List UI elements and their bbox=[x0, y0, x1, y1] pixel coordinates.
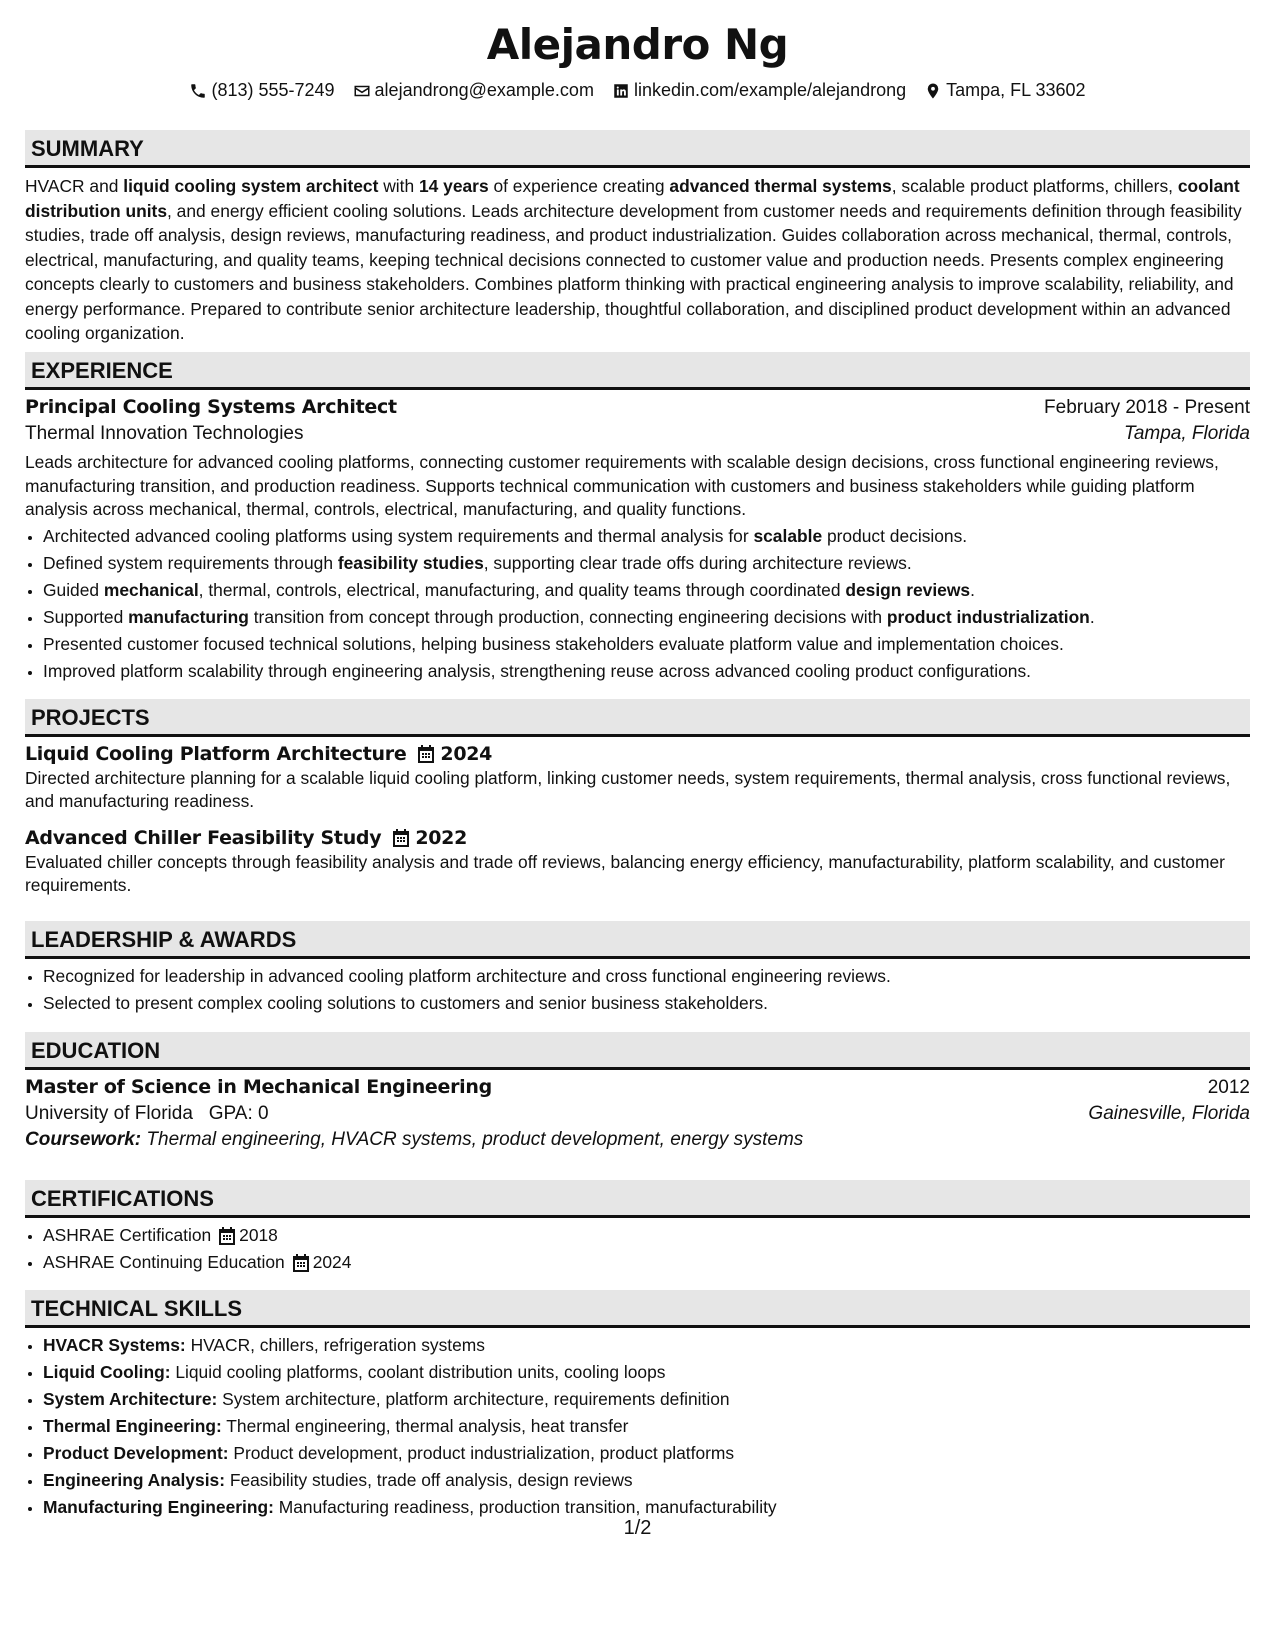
bullet-item bbox=[43, 523, 1250, 550]
certifications-section bbox=[25, 1180, 1250, 1276]
job-header bbox=[25, 396, 1250, 419]
coursework bbox=[25, 1129, 1250, 1151]
bold-text: scalable bbox=[753, 525, 823, 546]
calendar-icon bbox=[418, 745, 434, 763]
education-header bbox=[25, 1076, 1250, 1099]
skill-value: HVACR, chillers, refrigeration systems bbox=[190, 1335, 485, 1355]
degree: Master of Science in Mechanical Engineering bbox=[25, 1076, 492, 1098]
project-title-row bbox=[25, 743, 1250, 765]
bold-text: product industrialization bbox=[886, 606, 1090, 627]
certifications-list bbox=[25, 1222, 1250, 1276]
calendar-icon bbox=[393, 829, 409, 847]
skill-item bbox=[43, 1467, 1250, 1494]
text-run: Architected advanced cooling platforms using system requirements and thermal analysis for bbox=[43, 525, 754, 546]
calendar-icon bbox=[293, 1254, 309, 1272]
skill-value: Thermal engineering, thermal analysis, heat transfer bbox=[226, 1416, 629, 1436]
bold-text: coolant distribution units bbox=[25, 176, 1240, 221]
skill-value: System architecture, platform architecture, requirements definition bbox=[222, 1389, 730, 1409]
contact-location bbox=[924, 80, 1085, 101]
experience-section bbox=[25, 352, 1250, 685]
text-run: , and energy efficient cooling solutions. Leads architecture development from customer needs and requirements definition through feasibility studies, trade off analysis, design reviews, manufacturing readiness, and product industrialization. Guides collaboration across mechanical, thermal, controls, electrical, manufacturing, and quality teams, keeping technical decisions connected to customer value and production needs. Presents complex engineering concepts clearly to customers and business stakeholders. Combines platform thinking with practical engineering analysis to improve scalability, reliability, and energy performance. Prepared to contribute senior architecture leadership, thoughtful collaboration, and disciplined product development within an advanced cooling organization. bbox=[25, 200, 1242, 343]
education-section bbox=[25, 1032, 1250, 1151]
skill-label: Liquid Cooling: bbox=[43, 1362, 171, 1382]
text-run: Improved platform scalability through engineering analysis, strengthening reuse across advanced cooling product configurations. bbox=[43, 660, 1031, 681]
page-number: 1/2 bbox=[623, 1517, 652, 1539]
contact-linkedin[interactable] bbox=[612, 80, 906, 101]
skill-value: Liquid cooling platforms, coolant distribution units, cooling loops bbox=[175, 1362, 666, 1382]
envelope-icon bbox=[353, 82, 371, 100]
school-line bbox=[25, 1103, 269, 1125]
map-marker-icon bbox=[924, 82, 942, 100]
text-run: . bbox=[970, 579, 975, 600]
skill-label: Thermal Engineering: bbox=[43, 1416, 222, 1436]
bullet-item bbox=[43, 604, 1250, 631]
coursework-label: Coursework: bbox=[25, 1129, 142, 1150]
cert-year: 2018 bbox=[239, 1225, 278, 1245]
project-title: Liquid Cooling Platform Architecture bbox=[25, 743, 407, 765]
leadership-list bbox=[25, 963, 1250, 1017]
cert-year: 2024 bbox=[312, 1252, 352, 1272]
section-heading: LEADERSHIP & AWARDS bbox=[25, 921, 1250, 959]
text-run: Defined system requirements through bbox=[43, 552, 338, 573]
job-company: Thermal Innovation Technologies bbox=[25, 423, 304, 444]
linkedin-text: linkedin.com/example/alejandrong bbox=[633, 80, 907, 100]
section-heading: SUMMARY bbox=[25, 130, 1250, 168]
job-subheader bbox=[25, 423, 1250, 445]
summary-section bbox=[25, 130, 1250, 346]
bold-text: design reviews bbox=[845, 579, 971, 600]
skills-list bbox=[25, 1332, 1250, 1521]
job-description: Leads architecture for advanced cooling platforms, connecting customer requirements with scalable design decisions, cross functional engineering reviews, manufacturing transition, and production readiness. Supports technical communication with customers and business stakeholders while guiding platform analysis across mechanical, thermal, controls, electrical, manufacturing, and quality functions. bbox=[25, 452, 1219, 519]
text-run: with bbox=[378, 176, 419, 196]
contact-email[interactable] bbox=[353, 80, 594, 101]
list-item bbox=[43, 1249, 1250, 1276]
skill-item bbox=[43, 1440, 1250, 1467]
graduation-year: 2012 bbox=[1207, 1077, 1250, 1098]
bullet-item bbox=[43, 658, 1250, 685]
bullet-item bbox=[43, 631, 1250, 658]
location-text: Tampa, FL 33602 bbox=[946, 80, 1086, 100]
job-location: Tampa, Florida bbox=[1123, 423, 1250, 444]
projects-section bbox=[25, 699, 1250, 897]
list-item: • Recognized for leadership in advanced cooling platform architecture and cross functional engineering reviews. bbox=[43, 963, 1250, 990]
skill-label: System Architecture: bbox=[43, 1389, 218, 1409]
bold-text: mechanical bbox=[103, 579, 199, 600]
skills-section bbox=[25, 1290, 1250, 1521]
section-heading: CERTIFICATIONS bbox=[25, 1180, 1250, 1218]
project-description: Directed architecture planning for a scalable liquid cooling platform, linking customer needs, system requirements, thermal analysis, cross functional reviews, and manufacturing readiness. bbox=[25, 768, 1231, 811]
bullet-item bbox=[43, 577, 1250, 604]
project-description: Evaluated chiller concepts through feasibility analysis and trade off reviews, balancing energy efficiency, manufacturability, platform scalability, and customer requirements. bbox=[25, 852, 1225, 895]
text-run: Presented customer focused technical solutions, helping business stakeholders evaluate platform value and implementation choices. bbox=[43, 633, 1064, 654]
text-run: . bbox=[1089, 606, 1095, 627]
section-heading: PROJECTS bbox=[25, 699, 1250, 737]
job-title: Principal Cooling Systems Architect bbox=[25, 396, 397, 418]
project-date bbox=[418, 743, 492, 765]
cert-date bbox=[293, 1249, 352, 1276]
gpa: GPA: 0 bbox=[208, 1103, 269, 1124]
text-run: transition from concept through production, connecting engineering decisions with bbox=[248, 606, 887, 627]
text-run: , thermal, controls, electrical, manufacturing, and quality teams through coordinated bbox=[198, 579, 846, 600]
job-dates: February 2018 - Present bbox=[1044, 397, 1250, 418]
section-heading: EDUCATION bbox=[25, 1032, 1250, 1070]
summary-text bbox=[25, 174, 1250, 346]
project-year: 2022 bbox=[415, 827, 468, 849]
contact-bar bbox=[0, 80, 1275, 101]
skill-value: Manufacturing readiness, production transition, manufacturability bbox=[278, 1497, 777, 1517]
skill-label: Manufacturing Engineering: bbox=[43, 1497, 274, 1517]
bold-text: feasibility studies bbox=[337, 552, 484, 573]
section-heading: TECHNICAL SKILLS bbox=[25, 1290, 1250, 1328]
section-heading: EXPERIENCE bbox=[25, 352, 1250, 390]
linkedin-icon bbox=[612, 82, 630, 100]
skill-label: Product Development: bbox=[43, 1443, 229, 1463]
project-title-row bbox=[25, 827, 1250, 849]
candidate-name: Alejandro Ng bbox=[486, 20, 789, 69]
coursework-text: Thermal engineering, HVACR systems, product development, energy systems bbox=[146, 1129, 804, 1150]
cert-name: • ASHRAE Certification bbox=[43, 1225, 212, 1245]
skill-label: HVACR Systems: bbox=[43, 1335, 186, 1355]
bold-text: 14 years bbox=[418, 176, 489, 196]
bold-text: liquid cooling system architect bbox=[123, 176, 379, 196]
school-location: Gainesville, Florida bbox=[1088, 1103, 1250, 1124]
skill-item bbox=[43, 1359, 1250, 1386]
education-subheader bbox=[25, 1103, 1250, 1125]
skill-item bbox=[43, 1386, 1250, 1413]
project-date bbox=[393, 827, 467, 849]
list-item bbox=[43, 1222, 1250, 1249]
job-bullets bbox=[25, 523, 1250, 685]
text-run: , scalable product platforms, chillers, bbox=[891, 176, 1178, 196]
calendar-icon bbox=[219, 1227, 235, 1245]
text-run: Supported bbox=[43, 606, 129, 627]
project-title: Advanced Chiller Feasibility Study bbox=[25, 827, 382, 849]
phone-text: (813) 555-7249 bbox=[211, 80, 335, 100]
bullet-item bbox=[43, 550, 1250, 577]
cert-date bbox=[219, 1222, 278, 1249]
text-run: of experience creating bbox=[488, 176, 670, 196]
bold-text: advanced thermal systems bbox=[669, 176, 892, 196]
text-run: HVACR and bbox=[25, 176, 124, 196]
project-year: 2024 bbox=[440, 743, 493, 765]
skill-item bbox=[43, 1413, 1250, 1440]
school-name: University of Florida bbox=[25, 1103, 193, 1124]
contact-phone bbox=[189, 80, 334, 101]
bold-text: manufacturing bbox=[128, 606, 249, 627]
text-run: , supporting clear trade offs during architecture reviews. bbox=[483, 552, 912, 573]
skill-value: Feasibility studies, trade off analysis, design reviews bbox=[229, 1470, 633, 1490]
text-run: product decisions. bbox=[822, 525, 968, 546]
phone-icon bbox=[189, 82, 207, 100]
skill-value: Product development, product industrialization, product platforms bbox=[233, 1443, 735, 1463]
skill-label: Engineering Analysis: bbox=[43, 1470, 225, 1490]
leadership-section bbox=[25, 921, 1250, 1017]
cert-name: • ASHRAE Continuing Education bbox=[43, 1252, 285, 1272]
list-item: • Selected to present complex cooling solutions to customers and senior business stakeholders. bbox=[43, 990, 1250, 1017]
skill-item bbox=[43, 1332, 1250, 1359]
email-text: alejandrong@example.com bbox=[374, 80, 594, 100]
text-run: Guided bbox=[43, 579, 104, 600]
